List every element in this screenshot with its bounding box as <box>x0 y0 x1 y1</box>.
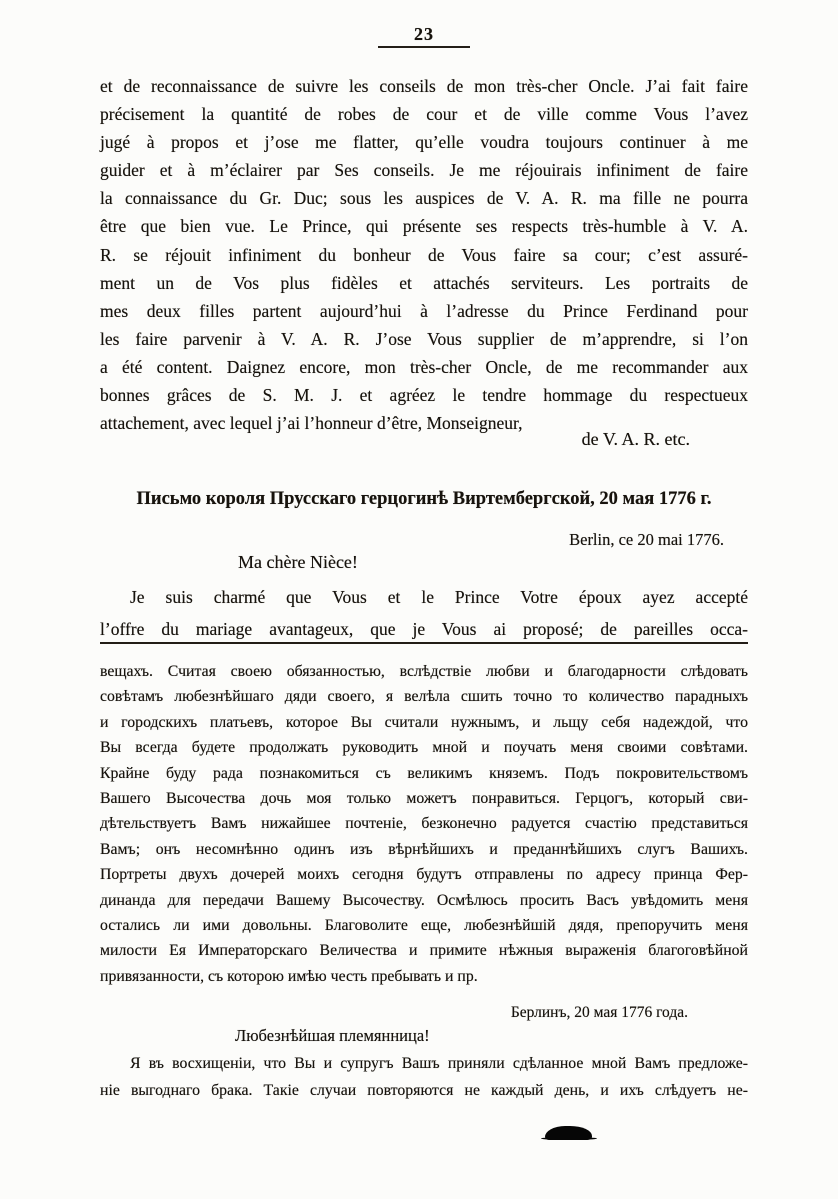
letter-heading-russian: Письмо короля Прусскаго герцогинѣ Виртембергской, 20 мая 1776 г. <box>136 489 712 509</box>
footnote-opening-paragraph <box>100 1051 748 1104</box>
text-line: Вашего Высочества дочь моя только можетъ понравиться. Герцогъ, который сви- <box>100 790 748 808</box>
text-line: совѣтамъ любезнѣйшаго дяди своего, я велѣла сшить точно то количество парадныхъ <box>100 688 748 706</box>
text-line: la connaissance du Gr. Duc; sous les auspices de V. A. R. ma fille ne pourra <box>100 188 748 209</box>
text-line: et de reconnaissance de suivre les conseils de mon très-cher Oncle. J’ai fait faire <box>100 76 748 96</box>
footnote-separator-rule <box>100 642 748 644</box>
text-line: дѣтельствуетъ Вамъ нижайшее почтеніе, безконечно радуется счастію представиться <box>100 815 748 833</box>
french-letter-end-paragraph <box>100 72 748 437</box>
text-line: Я въ восхищеніи, что Вы и супругъ Вашъ приняли сдѣланное мной Вамъ предложе- <box>130 1055 748 1072</box>
french-letter-opening-paragraph <box>100 582 748 645</box>
text-line: les faire parvenir à V. A. R. J’ose Vous supplier de m’apprendre, si l’on <box>100 328 748 349</box>
letter-dateline-french: Berlin, ce 20 mai 1776. <box>569 530 724 549</box>
footnote-salutation: Любезнѣйшая племянница! <box>235 1026 430 1045</box>
text-line: précisement la quantité de robes de cour et de ville comme Vous l’avez <box>100 104 748 125</box>
text-line: l’offre du mariage avantageux, que je Vous ai proposé; de pareilles occa- <box>100 618 748 639</box>
letter-salutation-french: Ma chère Nièce! <box>238 552 358 572</box>
letter-signature: de V. A. R. etc. <box>581 429 690 449</box>
text-line: R. se réjouit infiniment du bonheur de Vous faire sa cour; c’est assuré- <box>100 244 748 265</box>
text-line: bonnes grâces de S. M. J. et agréez le tendre hommage du respectueux <box>100 385 748 406</box>
text-line: вещахъ. Считая своею обязанностью, вслѣдствіе любви и благодарности слѣдовать <box>100 663 748 680</box>
text-line: Je suis charmé que Vous et le Prince Votre époux ayez accepté <box>130 587 748 607</box>
footnote-dateline: Берлинъ, 20 мая 1776 года. <box>510 1004 688 1021</box>
text-line: ment un de Vos plus fidèles et attachés serviteurs. Les portraits de <box>100 272 748 293</box>
text-line: Вамъ; онъ несомнѣнно одинъ изъ вѣрнѣйшихъ и преданнѣйшихъ слугъ Вашихъ. <box>100 840 748 858</box>
text-line: jugé à propos et j’ose me flatter, qu’elle voudra toujours continuer à me <box>100 132 748 153</box>
text-line: ніе выгоднаго брака. Такіе случаи повторяются не каждый день, и ихъ слѣдуетъ не- <box>100 1081 748 1099</box>
text-line: и городскихъ платьевъ, которое Вы считали нужнымъ, и льщу себя надеждой, что <box>100 713 748 731</box>
text-line: Портреты двухъ дочерей моихъ сегодня будутъ отправлены по адресу принца Фер- <box>100 866 748 884</box>
text-line: a été content. Daignez encore, mon très-cher Oncle, de me recommander aux <box>100 356 748 377</box>
footnote-russian-translation <box>100 659 748 989</box>
text-line: остались ли ими довольны. Благоволите еще, любезнѣйшій дядя, препоручить меня <box>100 917 748 935</box>
text-line: милости Ея Императорскаго Величества и примите нѣжныя выраженія благоговѣйной <box>100 942 748 960</box>
ink-blob-stain <box>545 1126 592 1140</box>
text-line: attachement, avec lequel j’ai l’honneur d’être, Monseigneur, <box>100 413 523 434</box>
text-line: être que bien vue. Le Prince, qui présente ses respects très-humble à V. A. <box>100 216 748 237</box>
text-line: mes deux filles partent aujourd’hui à l’adresse du Prince Ferdinand pour <box>100 300 748 321</box>
text-line: Крайне буду рада познакомиться съ великимъ княземъ. Подъ покровительствомъ <box>100 764 748 782</box>
text-line: Вы всегда будете продолжать руководить мной и поучать меня своими совѣтами. <box>100 739 748 757</box>
page-number-rule <box>378 46 470 48</box>
text-line: guider et à m’éclairer par Ses conseils. Je me réjouirais infiniment de faire <box>100 160 748 181</box>
text-line: динанда для передачи Вашему Высочеству. Осмѣлюсь просить Васъ увѣдомить меня <box>100 891 748 909</box>
page-number: 23 <box>414 24 434 44</box>
text-line: привязанности, съ которою имѣю честь пребывать и пр. <box>100 967 478 985</box>
